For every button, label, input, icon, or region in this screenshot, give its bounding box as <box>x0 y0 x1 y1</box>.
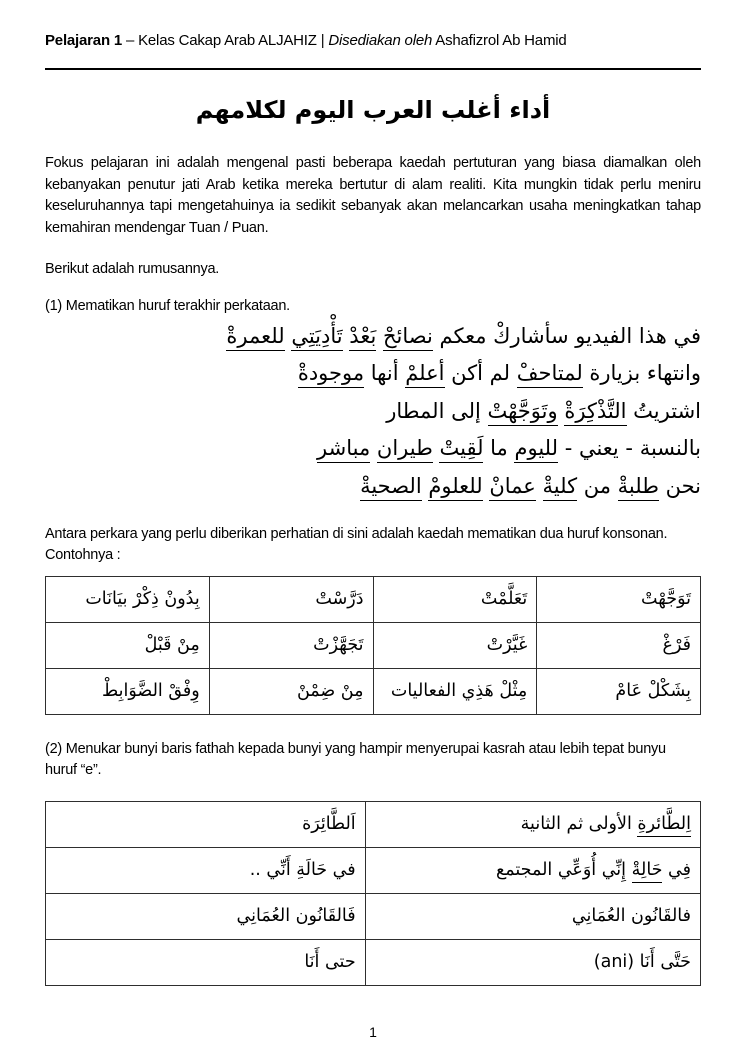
table-cell <box>46 847 366 893</box>
table-cell <box>46 576 210 622</box>
arabic-text: تَجَهَّزْتْ <box>313 635 364 656</box>
arabic-text: ما <box>483 436 515 461</box>
arabic-text: تَعَلَّمْتْ <box>480 589 528 610</box>
header-author-name: Ashafizrol Ab Hamid <box>432 32 567 49</box>
arabic-line <box>45 430 701 468</box>
table-row <box>46 576 701 622</box>
arabic-line <box>45 468 701 506</box>
table-row <box>46 622 701 668</box>
arabic-line <box>45 355 701 393</box>
table-cell <box>365 801 700 847</box>
underlined-arabic-word: كليةْ <box>543 474 578 501</box>
table-cell <box>365 939 700 985</box>
underlined-arabic-word: أعلمْ <box>405 361 444 388</box>
arabic-text: بالنسبة - يعني - <box>558 436 701 461</box>
table-cell <box>46 893 366 939</box>
table-row <box>46 668 701 714</box>
underlined-arabic-word: طلبةْ <box>618 474 659 501</box>
arabic-text <box>376 324 383 348</box>
arabic-text: غَيَّرْتْ <box>486 635 528 656</box>
underlined-arabic-word: للعمرةْ <box>226 324 284 351</box>
arabic-title: أداء أغلب العرب اليوم لكلامهم <box>195 96 551 124</box>
underlined-arabic-word: حَالِةْ <box>632 860 663 883</box>
arabic-text: دَرَّسْتْ <box>315 589 364 610</box>
section2-heading <box>45 739 701 782</box>
underlined-arabic-word: نصائحْ <box>383 324 433 351</box>
underlined-arabic-word: التَّذْكِرَةْ <box>564 399 626 426</box>
underlined-arabic-word: وتَوَجَّهْتْ <box>488 399 558 426</box>
arabic-text: وانتهاء بزيارة <box>582 361 701 386</box>
underlined-arabic-word: بَعْدْ <box>349 324 376 351</box>
arabic-text: بِشَكْلْ عَامْ <box>615 681 691 702</box>
header-prepared-by-label: Disediakan oleh <box>328 32 433 49</box>
section2-heading-line-1: (2) Menukar bunyi baris fathah kepada bunyi yang hampir menyerupai kasrah atau lebih tepat bunyu <box>45 740 666 757</box>
arabic-text: لم أكن <box>444 361 517 386</box>
underlined-arabic-word: مباشر <box>317 436 370 463</box>
arabic-text: من <box>577 473 618 498</box>
table-cell <box>46 939 366 985</box>
arabic-text: حتى أَنَا <box>304 952 356 973</box>
header-divider <box>45 68 701 70</box>
note-line-1: Antara perkara yang perlu diberikan perhatian di sini adalah kaedah mematikan dua huruf konsonan. <box>45 525 668 542</box>
section1-heading: (1) Mematikan huruf terakhir perkataan. <box>45 297 290 314</box>
table-cell <box>537 576 701 622</box>
arabic-examples-block <box>45 318 701 506</box>
table-cell <box>46 622 210 668</box>
note-line-2: Contohnya : <box>45 547 121 564</box>
header-course-label: – Kelas Cakap Arab ALJAHIZ | <box>122 32 329 49</box>
arabic-text: الأولى ثم الثانية <box>520 814 638 835</box>
arabic-text: اَلطَّائِرَة <box>302 814 356 835</box>
consonant-examples-table <box>45 576 701 715</box>
table-cell <box>209 668 373 714</box>
table-cell <box>373 668 537 714</box>
underlined-arabic-word: موجودةْ <box>298 361 364 388</box>
arabic-text: فِي <box>662 860 691 881</box>
note-paragraph <box>45 524 701 567</box>
section2-heading-line-2: huruf “e”. <box>45 762 102 779</box>
arabic-text: فالقَانُون العُمَانِي <box>571 906 691 927</box>
underlined-arabic-word: عمانْ <box>489 474 536 501</box>
underlined-arabic-word: تَأْدِيَتِي <box>291 324 342 351</box>
table-cell <box>373 622 537 668</box>
arabic-text: فَرْغْ <box>662 635 691 656</box>
table-cell <box>209 622 373 668</box>
table-cell <box>365 847 700 893</box>
arabic-text: فَالقَانُون العُمَانِي <box>236 906 356 927</box>
underlined-arabic-word: طيران <box>377 436 433 463</box>
table-cell <box>537 668 701 714</box>
table-cell <box>209 576 373 622</box>
arabic-line <box>45 393 701 431</box>
underlined-arabic-word: الصحيةْ <box>360 474 422 501</box>
page-number: 1 <box>369 1024 377 1040</box>
document-header <box>45 31 701 51</box>
table-cell <box>46 801 366 847</box>
header-lesson-label: Pelajaran 1 <box>45 32 123 49</box>
underlined-arabic-word: لليوم <box>514 436 558 463</box>
arabic-text: وِفْقْ الضَّوَابِطْ <box>102 681 200 702</box>
arabic-text: مِنْ ضِمْنْ <box>296 681 364 702</box>
arabic-text: مِثْلْ هَذِي الفعاليات <box>390 681 528 702</box>
arabic-text <box>370 436 377 460</box>
underlined-arabic-word: اِلطَّائرةِ <box>637 814 691 837</box>
arabic-text: في هذا الفيديو سأشاركْ معكم <box>432 323 701 348</box>
arabic-text: حَتَّى أَنَا (ani) <box>593 952 691 973</box>
fathah-kasrah-table <box>45 801 701 986</box>
arabic-text: مِنْ قَبْلْ <box>144 635 200 656</box>
arabic-text: اشتريتُ <box>626 398 701 423</box>
arabic-text: إِنِّي أُوَعِّي المجتمع <box>495 860 632 881</box>
arabic-text: إلى المطار <box>386 398 488 423</box>
underlined-arabic-word: لَقِيتْ <box>439 436 483 463</box>
table-row <box>46 893 701 939</box>
table-cell <box>365 893 700 939</box>
arabic-text: تَوَجَّهْتْ <box>641 589 691 610</box>
table-row <box>46 939 701 985</box>
table-row <box>46 801 701 847</box>
arabic-text: في حَالَةِ أَنِّي .. <box>249 860 356 881</box>
arabic-text: بِدُونْ ذِكْرْ بيَانَات <box>85 589 200 610</box>
arabic-line <box>45 318 701 356</box>
table-row <box>46 847 701 893</box>
table-cell <box>373 576 537 622</box>
rumusan-line: Berikut adalah rumusannya. <box>45 261 220 278</box>
arabic-text <box>536 474 543 498</box>
arabic-text: نحن <box>658 473 701 498</box>
arabic-text: أنها <box>364 361 406 386</box>
underlined-arabic-word: للعلومْ <box>428 474 482 501</box>
underlined-arabic-word: لمتاحفْ <box>517 361 583 388</box>
table-cell <box>46 668 210 714</box>
table-cell <box>537 622 701 668</box>
intro-paragraph: Fokus pelajaran ini adalah mengenal pasti beberapa kaedah pertuturan yang biasa diamalkan oleh kebanyakan penutur jati Arab ketika mereka bertutur di alam realiti. Kita mungkin tidak perlu meniru keseluruhannya tapi mengetahuinya ia sedikit sebanyak akan melancarkan usaha meningkatkan tahap kemahiran mendengar Tuan / Puan. <box>45 155 701 236</box>
